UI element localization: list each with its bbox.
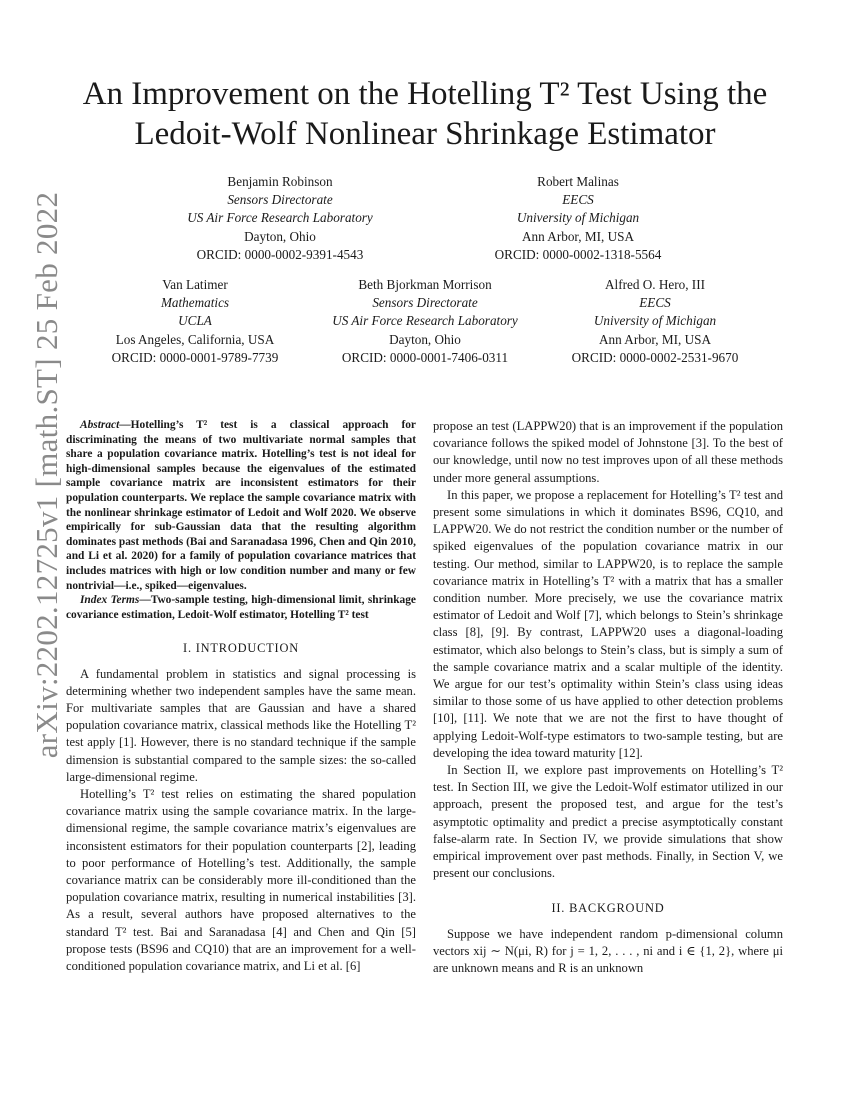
- author-dept: EECS: [562, 192, 594, 208]
- arxiv-sidebar: [22, 191, 72, 759]
- author-orcid: ORCID: 0000-0002-1318-5564: [494, 246, 662, 262]
- author-block: [90, 276, 300, 367]
- author-org: University of Michigan: [593, 313, 717, 329]
- index-terms-label: Index Terms: [80, 594, 140, 607]
- author-block: [550, 276, 760, 367]
- author-org: US Air Force Research Laboratory: [332, 313, 518, 329]
- section-heading: II. BACKGROUND: [551, 901, 665, 916]
- right-column: [433, 418, 783, 977]
- author-org: UCLA: [178, 313, 212, 329]
- background-paragraph: Suppose we have independent random p-dimensional column vectors xij ∼ N(μi, R) for j = 1, 2, . . . , ni and i ∈ {1, 2}, where μi are unknown means and R is an unknown: [433, 926, 783, 976]
- abstract: [66, 418, 416, 593]
- index-terms-text: —Two-sample testing, high-dimensional limit, shrinkage covariance estimation, Ledoit-Wolf estimator, Hotelling T² test: [66, 594, 416, 621]
- author-location: Ann Arbor, MI, USA: [599, 331, 711, 347]
- author-location: Dayton, Ohio: [244, 228, 316, 244]
- author-orcid: ORCID: 0000-0001-7406-0311: [341, 349, 509, 365]
- author-block: [310, 276, 540, 367]
- abstract-label: Abstract: [80, 419, 120, 431]
- author-name: Robert Malinas: [537, 174, 619, 189]
- author-dept: Mathematics: [160, 295, 230, 311]
- index-terms: [66, 593, 416, 622]
- intro-paragraph: Hotelling’s T² test relies on estimating the shared population covariance matrix using the sample covariance matrix. In the large-dimensional regime, the sample covariance matrix’s eigenvalues are inconsistent estimators for their population counterparts [2], leading to poor performance of Hotelling’s test. Additionally, the sample covariance matrix can be considerably more ill-conditioned than the population covariance matrix, resulting in numerical instabilities [3]. As a result, several authors have proposed alternatives to the standard T² test. Bai and Saranadasa [4] and Chen and Qin [5] propose tests (BS96 and CQ10) that are an improvement for a well-conditioned population covariance matrix, and Li et al. [6]: [66, 786, 416, 973]
- author-name: Beth Bjorkman Morrison: [358, 277, 492, 292]
- author-orcid: ORCID: 0000-0002-2531-9670: [571, 349, 739, 365]
- arxiv-identifier: arXiv:2202.12725v1 [math.ST] 25 Feb 2022: [29, 191, 64, 759]
- paper-title: An Improvement on the Hotelling T² Test Using the Ledoit-Wolf Nonlinear Shrinkage Estimator: [82, 76, 768, 152]
- author-location: Los Angeles, California, USA: [115, 331, 275, 347]
- author-dept: Sensors Directorate: [372, 295, 478, 311]
- section-heading: I. INTRODUCTION: [183, 641, 299, 656]
- author-name: Van Latimer: [162, 277, 228, 292]
- abstract-text: —Hotelling’s T² test is a classical approach for discriminating the means of two multivariate normal samples that share a population covariance matrix. Hotelling’s test is not ideal for high-dimensional samples because the eigenvalues of the estimated sample covariance matrix are inconsistent estimators for their population counterparts. We replace the sample covariance matrix with the nonlinear shrinkage estimator of Ledoit and Wolf 2020. We observe empirically for sub-Gaussian data that the resulting algorithm dominates past methods (Bai and Saranadasa 1996, Chen and Qin 2010, and Li et al. 2020) for a family of population covariance matrices that includes matrices with high or low condition number and many or few nontrivial—i.e., spiked—eigenvalues.: [66, 419, 416, 592]
- author-org: University of Michigan: [516, 210, 640, 226]
- author-dept: EECS: [639, 295, 671, 311]
- left-column: [66, 418, 416, 975]
- author-name: Alfred O. Hero, III: [605, 277, 705, 292]
- body-paragraph: In Section II, we explore past improvements on Hotelling’s T² test. In Section III, we give the Ledoit-Wolf estimator utilized in our approach, present the proposed test, and argue for the test’s asymptotic optimality and predict a precise asymptotically constant false-alarm rate. In Section IV, we provide simulations that show empirical improvement over past methods. Finally, in Section V, we present our conclusions.: [433, 763, 783, 881]
- author-dept: Sensors Directorate: [227, 192, 333, 208]
- author-orcid: ORCID: 0000-0002-9391-4543: [196, 246, 364, 262]
- author-location: Ann Arbor, MI, USA: [522, 228, 634, 244]
- body-paragraph: In this paper, we propose a replacement for Hotelling’s T² test and present some simulations in which it dominates BS96, CQ10, and LAPPW20. We do not restrict the condition number or the number of spiked eigenvalues of the population covariance matrix in our testing. Our method, similar to LAPPW20, is to replace the sample covariance matrix in Hotelling’s T² with a matrix that has a smaller condition number. More precisely, we use the covariance matrix estimator of Ledoit and Wolf [7], which belongs to Stein’s shrinkage class [8], [9]. By contrast, LAPPW20 uses a diagonal-loading estimator, which also belongs to Stein’s class, but is simply a sum of the sample covariance matrix and a scalar multiple of the identity. We argue for our test’s optimality within Stein’s class using ideas similar to those some of us have applied to other detection problems [10], [11]. We note that we are not the first to have thought of applying Ledoit-Wolf-type estimators to two-sample testing, but are developing the idea toward maturity [12].: [433, 487, 783, 760]
- author-orcid: ORCID: 0000-0001-9789-7739: [111, 349, 279, 365]
- body-paragraph: propose an test (LAPPW20) that is an improvement if the population covariance follows the spiked model of Johnstone [3]. To the best of our knowledge, until now no test improves upon of all these methods under more general assumptions.: [433, 419, 783, 485]
- author-name: Benjamin Robinson: [227, 174, 333, 189]
- author-block: [460, 173, 696, 264]
- author-org: US Air Force Research Laboratory: [187, 210, 373, 226]
- author-location: Dayton, Ohio: [389, 331, 461, 347]
- intro-paragraph: A fundamental problem in statistics and signal processing is determining whether two independent samples have the same mean. For multivariate samples that are Gaussian and have a shared population covariance matrix, classical methods like the Hotelling T² test apply [1]. However, there is no standard technique if the sample dimension is substantial compared to the sample sizes: the so-called large-dimensional regime.: [66, 666, 416, 784]
- author-block: [162, 173, 398, 264]
